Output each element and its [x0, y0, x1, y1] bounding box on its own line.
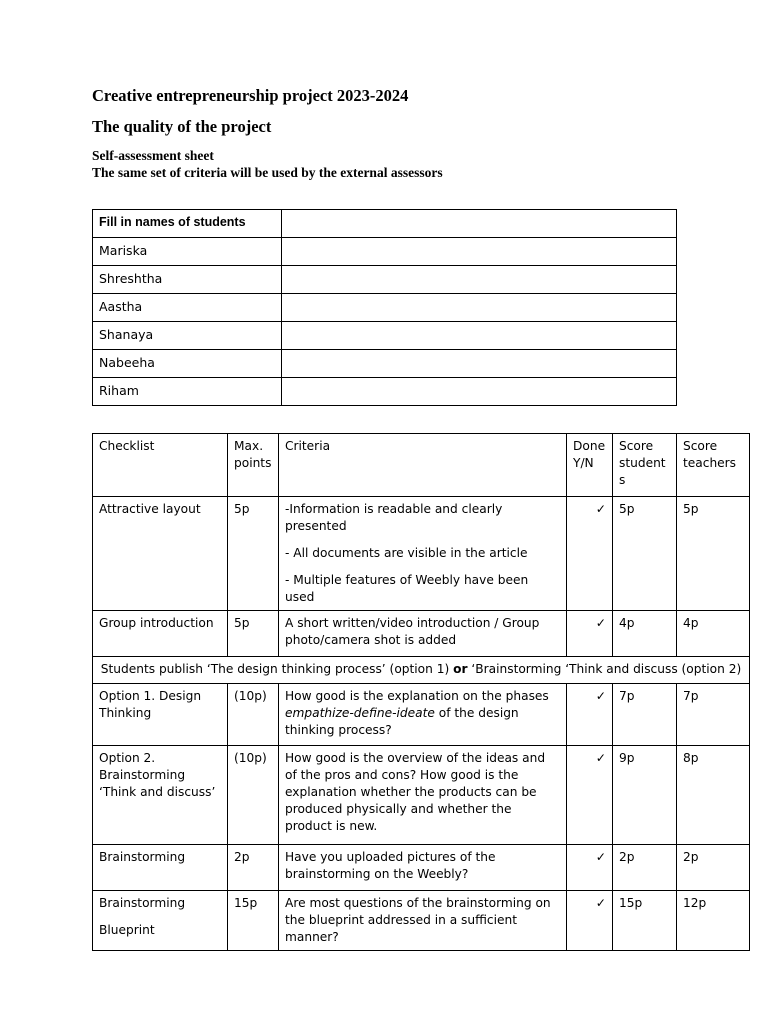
score-students[interactable]: 5p — [613, 497, 677, 611]
student-row — [93, 294, 677, 322]
max-points: 5p — [228, 611, 279, 657]
check-icon[interactable]: ✓ — [567, 611, 613, 657]
students-header: Fill in names of students — [93, 210, 282, 238]
header-done: Done Y/N — [567, 434, 613, 497]
score-students[interactable]: 4p — [613, 611, 677, 657]
checklist-item: Group introduction — [93, 611, 228, 657]
student-entry-cell[interactable] — [282, 378, 677, 406]
student-entry-cell[interactable] — [282, 294, 677, 322]
student-entry-cell[interactable] — [282, 350, 677, 378]
checklist-item-line: Brainstorming — [99, 896, 186, 910]
check-icon[interactable]: ✓ — [567, 684, 613, 746]
row-option-2 — [93, 746, 750, 845]
document-subtitle: The quality of the project — [92, 117, 272, 136]
students-table — [92, 209, 677, 406]
student-row — [93, 266, 677, 294]
publish-note-or: or — [453, 662, 468, 676]
sheet-note: The same set of criteria will be used by the external assessors — [92, 165, 443, 180]
criteria-phases: empathize-define-ideate — [285, 706, 435, 720]
header-checklist: Checklist — [93, 434, 228, 497]
score-teachers[interactable]: 2p — [677, 845, 750, 891]
checklist-item: Option 1. Design Thinking — [93, 684, 228, 746]
max-points: 5p — [228, 497, 279, 611]
student-name: Nabeeha — [93, 350, 282, 378]
criteria-cell: Have you uploaded pictures of the brainstorming on the Weebly? — [279, 845, 567, 891]
criteria-cell: A short written/video introduction / Group photo/camera shot is added — [279, 611, 567, 657]
score-teachers[interactable]: 7p — [677, 684, 750, 746]
criteria-cell — [279, 684, 567, 746]
student-row — [93, 238, 677, 266]
score-students[interactable]: 9p — [613, 746, 677, 845]
checklist-item: Brainstorming — [93, 845, 228, 891]
header-max-points: Max. points — [228, 434, 279, 497]
criteria-line: - All documents are visible in the article — [285, 546, 528, 560]
max-points: (10p) — [228, 684, 279, 746]
row-brainstorming-blueprint — [93, 891, 750, 951]
student-row — [93, 378, 677, 406]
score-students[interactable]: 7p — [613, 684, 677, 746]
max-points: 15p — [228, 891, 279, 951]
document-title: Creative entrepreneurship project 2023-2024 — [92, 86, 409, 105]
score-students[interactable]: 15p — [613, 891, 677, 951]
student-name: Shreshtha — [93, 266, 282, 294]
checklist-item: Option 2. Brainstorming ‘Think and discuss’ — [93, 746, 228, 845]
header-score-teachers: Score teachers — [677, 434, 750, 497]
student-entry-cell[interactable] — [282, 266, 677, 294]
criteria-line: - Multiple features of Weebly have been used — [285, 573, 529, 604]
score-teachers[interactable]: 12p — [677, 891, 750, 951]
criteria-cell: Are most questions of the brainstorming on the blueprint addressed in a sufficient manner? — [279, 891, 567, 951]
criteria-line: -Information is readable and clearly presented — [285, 502, 503, 533]
check-icon[interactable]: ✓ — [567, 746, 613, 845]
checklist-item — [93, 891, 228, 951]
max-points: 2p — [228, 845, 279, 891]
criteria-cell: How good is the overview of the ideas and of the pros and cons? How good is the explanation whether the products can be produced physically and whether the product is new. — [279, 746, 567, 845]
check-icon[interactable]: ✓ — [567, 497, 613, 611]
publish-note-part1: Students publish ‘The design thinking process’ (option 1) — [100, 662, 454, 676]
score-students[interactable]: 2p — [613, 845, 677, 891]
student-row — [93, 350, 677, 378]
publish-note — [93, 657, 750, 684]
student-name: Aastha — [93, 294, 282, 322]
header-criteria: Criteria — [279, 434, 567, 497]
checklist-header-row — [93, 434, 750, 497]
criteria-cell — [279, 497, 567, 611]
criteria-text: of the design thinking process? — [285, 706, 519, 737]
checklist-item: Attractive layout — [93, 497, 228, 611]
checklist-table — [92, 433, 750, 951]
students-header-blank[interactable] — [282, 210, 677, 238]
student-name: Riham — [93, 378, 282, 406]
students-header-row — [93, 210, 677, 238]
row-brainstorming — [93, 845, 750, 891]
header-score-students: Score student s — [613, 434, 677, 497]
score-teachers[interactable]: 8p — [677, 746, 750, 845]
score-teachers[interactable]: 4p — [677, 611, 750, 657]
max-points: (10p) — [228, 746, 279, 845]
publish-note-part2: ‘Brainstorming ‘Think and discuss (option 2) — [467, 662, 742, 676]
check-icon[interactable]: ✓ — [567, 891, 613, 951]
student-entry-cell[interactable] — [282, 238, 677, 266]
student-row — [93, 322, 677, 350]
row-group-introduction — [93, 611, 750, 657]
checklist-item-line: Blueprint — [99, 923, 155, 937]
student-name: Mariska — [93, 238, 282, 266]
sheet-name: Self-assessment sheet — [92, 148, 214, 163]
student-entry-cell[interactable] — [282, 322, 677, 350]
row-option-1 — [93, 684, 750, 746]
check-icon[interactable]: ✓ — [567, 845, 613, 891]
criteria-text: How good is the explanation on the phases — [285, 689, 549, 703]
score-teachers[interactable]: 5p — [677, 497, 750, 611]
row-publish-note — [93, 657, 750, 684]
student-name: Shanaya — [93, 322, 282, 350]
row-attractive-layout — [93, 497, 750, 611]
